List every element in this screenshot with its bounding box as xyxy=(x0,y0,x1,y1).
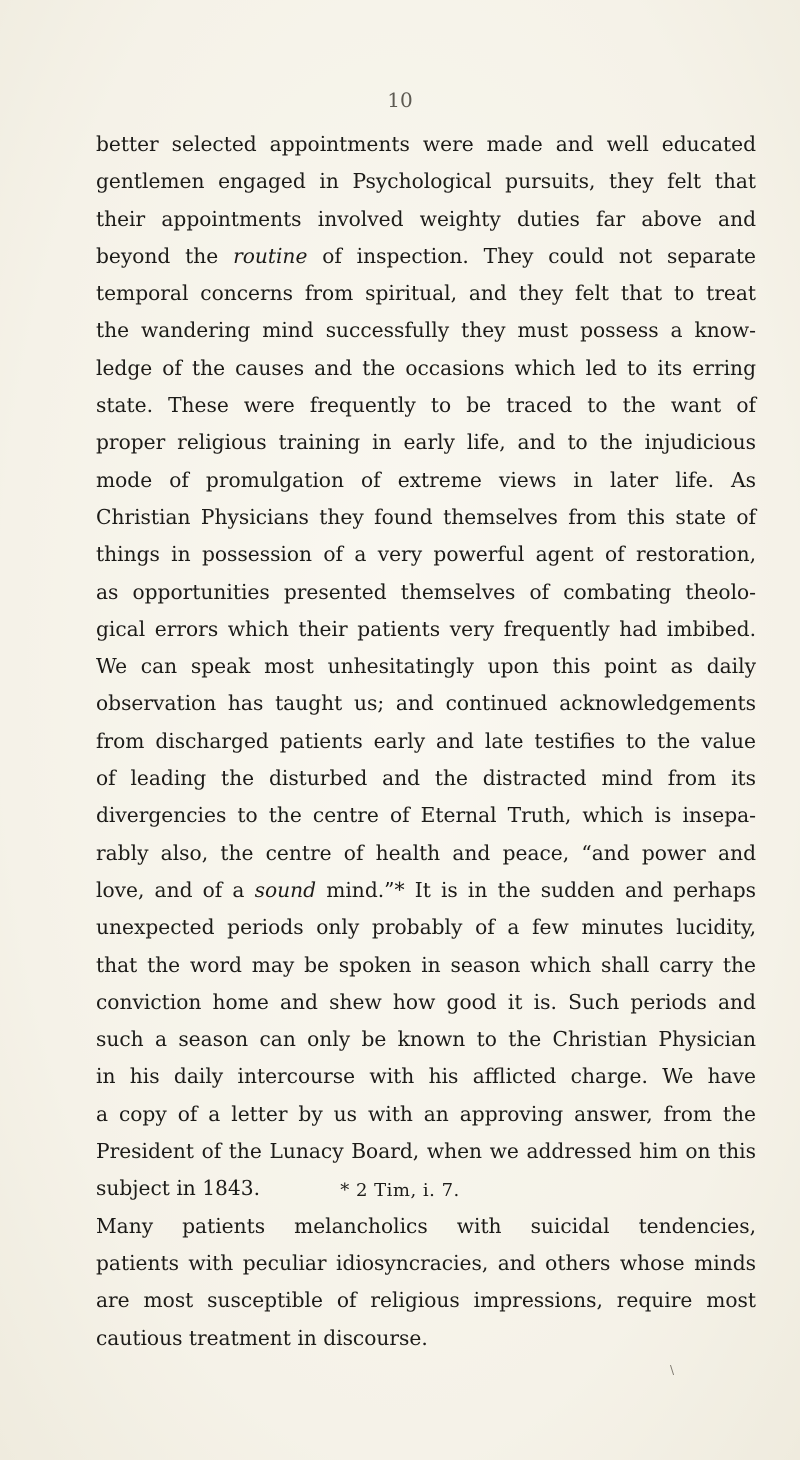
text-line xyxy=(96,499,756,536)
text-segment: of inspection. They could not separate xyxy=(307,243,757,268)
text-line xyxy=(96,163,756,200)
text-segment: such a season can only be known to the Christian Physician xyxy=(96,1027,756,1052)
text-line xyxy=(96,909,756,946)
text-segment: the wandering mind successfully they must possess a know- xyxy=(96,318,756,343)
text-line xyxy=(96,648,756,685)
text-segment: state. These were frequently to be traced to the want of xyxy=(96,393,756,418)
body-text xyxy=(96,126,756,1357)
text-segment: President of the Lunacy Board, when we addressed him on this xyxy=(96,1139,756,1164)
text-segment: Many patients melancholics with suicidal tendencies, xyxy=(96,1213,756,1238)
text-line xyxy=(96,685,756,722)
text-line xyxy=(96,462,756,499)
text-line xyxy=(96,1058,756,1095)
text-line xyxy=(96,1320,756,1357)
stray-mark: \ xyxy=(670,1363,675,1377)
text-line xyxy=(96,238,756,275)
text-segment: gical errors which their patients very frequently had imbibed. xyxy=(96,616,756,641)
text-segment: observation has taught us; and continued acknowledgements xyxy=(96,691,756,716)
text-segment: things in possession of a very powerful agent of restoration, xyxy=(96,542,756,567)
text-line xyxy=(96,312,756,349)
italic-text-segment: sound xyxy=(254,877,317,902)
text-segment: divergencies to the centre of Eternal Truth, which is insepa- xyxy=(96,803,756,828)
text-line xyxy=(96,350,756,387)
text-segment: love, and of a xyxy=(96,877,255,902)
text-segment: patients with peculiar idiosyncracies, and others whose minds xyxy=(96,1250,756,1275)
text-segment: conviction home and shew how good it is. Such periods and xyxy=(96,989,756,1014)
text-line xyxy=(96,797,756,834)
text-line xyxy=(96,947,756,984)
text-line xyxy=(96,387,756,424)
text-line xyxy=(96,1021,756,1058)
text-segment: a copy of a letter by us with an approving answer, from the xyxy=(96,1101,756,1126)
text-line xyxy=(96,1096,756,1133)
text-line xyxy=(96,1133,756,1170)
text-segment: of leading the disturbed and the distracted mind from its xyxy=(96,766,756,791)
text-line xyxy=(96,536,756,573)
text-segment: unexpected periods only probably of a few minutes lucidity, xyxy=(96,915,756,940)
text-segment: in his daily intercourse with his afflicted charge. We have xyxy=(96,1064,756,1089)
text-segment: cautious treatment in discourse. xyxy=(96,1325,428,1350)
text-line xyxy=(96,611,756,648)
text-segment: Christian Physicians they found themselves from this state of xyxy=(96,504,756,529)
text-segment: mind.”* It is in the sudden and perhaps xyxy=(316,877,756,902)
text-line xyxy=(96,126,756,163)
text-segment: as opportunities presented themselves of combating theolo- xyxy=(96,579,756,604)
footnote: * 2 Tim, i. 7. xyxy=(340,1180,460,1201)
text-segment: beyond the xyxy=(96,243,234,268)
text-segment: rably also, the centre of health and peace, “and power and xyxy=(96,840,756,865)
text-segment: their appointments involved weighty duties far above and xyxy=(96,206,756,231)
text-line xyxy=(96,275,756,312)
text-line xyxy=(96,1282,756,1319)
text-line xyxy=(96,872,756,909)
text-segment: mode of promulgation of extreme views in later life. As xyxy=(96,467,756,492)
text-line xyxy=(96,1208,756,1245)
text-line xyxy=(96,835,756,872)
text-line xyxy=(96,1245,756,1282)
text-line xyxy=(96,574,756,611)
text-segment: better selected appointments were made and well educated xyxy=(96,132,756,156)
italic-text-segment: routine xyxy=(233,243,308,268)
text-segment: from discharged patients early and late testifies to the value xyxy=(96,728,756,753)
text-segment: gentlemen engaged in Psychological pursuits, they felt that xyxy=(96,169,756,194)
text-segment: proper religious training in early life, and to the injudicious xyxy=(96,430,756,455)
text-segment: temporal concerns from spiritual, and they felt that to treat xyxy=(96,281,756,306)
text-segment: that the word may be spoken in season which shall carry the xyxy=(96,952,756,977)
text-line xyxy=(96,984,756,1021)
text-line xyxy=(96,760,756,797)
text-line xyxy=(96,723,756,760)
text-segment: subject in 1843. xyxy=(96,1176,260,1201)
page-number: 10 xyxy=(387,88,413,112)
text-segment: ledge of the causes and the occasions which led to its erring xyxy=(96,355,756,380)
text-line xyxy=(96,201,756,238)
text-segment: We can speak most unhesitatingly upon this point as daily xyxy=(96,654,756,679)
text-line xyxy=(96,424,756,461)
text-segment: are most susceptible of religious impressions, require most xyxy=(96,1288,756,1313)
